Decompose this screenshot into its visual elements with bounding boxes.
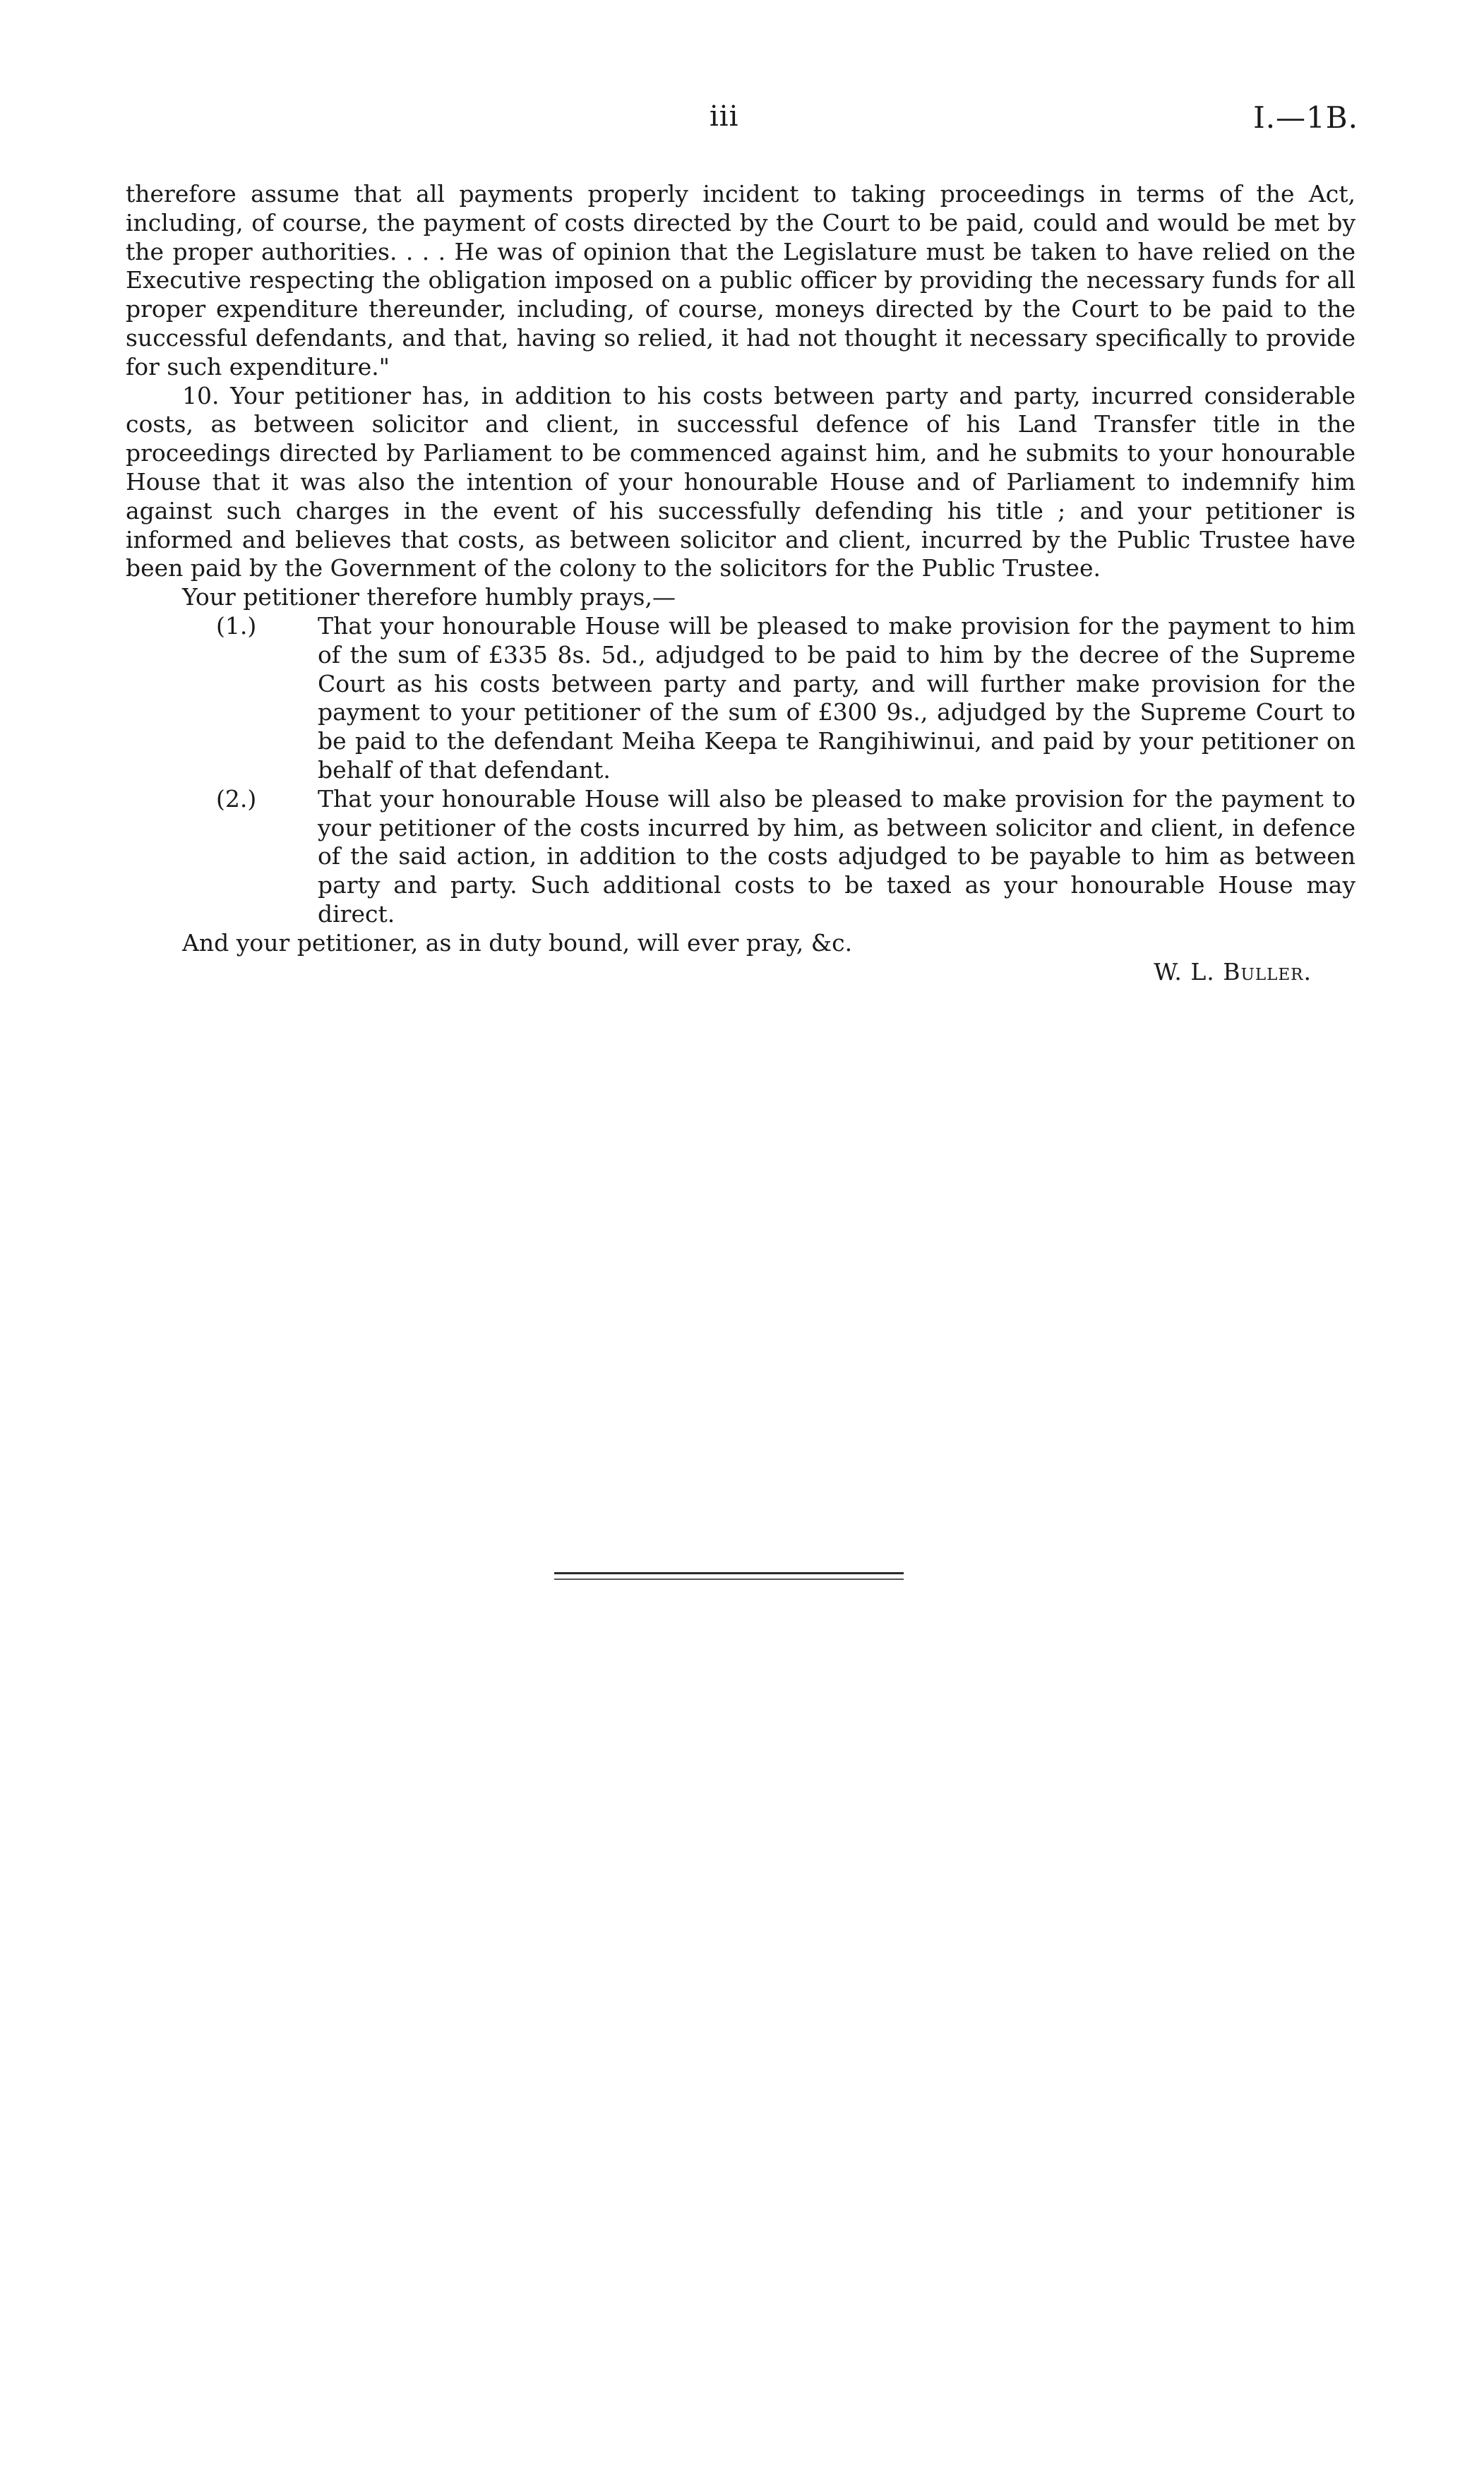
paragraph-10: 10. Your petitioner has, in addition to his costs between party and party, incurred considerable costs, as between solicitor and client, in successful defence of his Land Transfer title in the proceedings directed by Parliament to be commenced against him, and he submits to your honourable House that it was also the intention of your honourable House and of Parliament to indemnify him against such charges in the event of his successfully defending his title ; and your petitioner is informed and believes that costs, as between solicitor and client, incurred by the Public Trustee have been paid by the Government of the colony to the solicitors for the Public Trustee. — [126, 381, 1356, 582]
signature: W. L. Buller. — [1154, 957, 1312, 986]
closing-line: And your petitioner, as in duty bound, will ever pray, &c. — [182, 928, 853, 957]
prayer-item-2 — [126, 785, 1356, 929]
prayer-item-number: (2.) — [216, 784, 257, 813]
prayer-item-text: That your honourable House will be pleased to make provision for the payment to him of the sum of £335 8s. 5d., adjudged to be paid to him by the decree of the Supreme Court as his costs between party and party, and will further make provision for the payment to your petitioner of the sum of £300 9s., adjudged by the Supreme Court to be paid to the defendant Meiha Keepa te Rangihiwinui, and paid by your petitioner on behalf of that defendant. — [318, 611, 1356, 784]
document-reference: I.—1B. — [1253, 100, 1358, 135]
paragraph-continued: therefore assume that all payments properly incident to taking proceedings in terms of the Act, including, of course, the payment of costs directed by the Court to be paid, could and would be met by the proper authorities. . . . He was of opinion that the Legislature must be taken to have relied on the Executive respecting the obligation imposed on a public officer by providing the necessary funds for all proper expenditure thereunder, including, of course, moneys directed by the Court to be paid to the successful defendants, and that, having so relied, it had not thought it necessary specifically to provide for such expenditure." — [126, 180, 1356, 381]
prayer-item-text: That your honourable House will also be pleased to make provision for the payment to your petitioner of the costs incurred by him, as between solicitor and client, in defence of the said action, in addition to the costs adjudged to be payable to him as between party and party. Such additional costs to be taxed as your honourable House may direct. — [318, 784, 1356, 928]
prayer-intro: Your petitioner therefore humbly prays,— — [182, 583, 676, 611]
prayer-item-number: (1.) — [216, 611, 257, 640]
page-header — [0, 100, 1484, 143]
page-number: iii — [710, 100, 739, 133]
document-body — [126, 180, 1356, 986]
end-rule-divider — [554, 1572, 904, 1582]
prayer-list — [126, 612, 1356, 929]
prayer-item-1 — [126, 612, 1356, 785]
